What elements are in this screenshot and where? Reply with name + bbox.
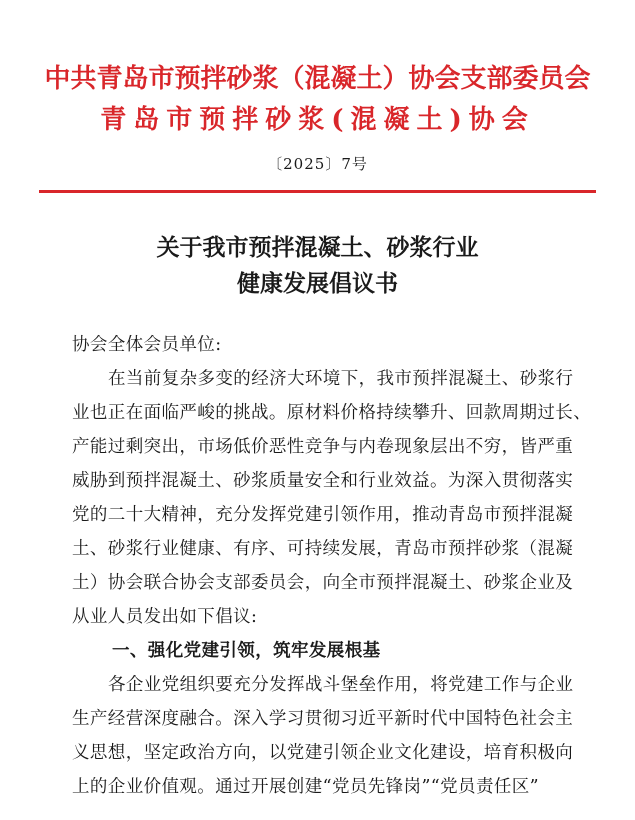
issuer-party-branch: 中共青岛市预拌砂浆（混凝土）协会支部委员会 — [44, 64, 591, 94]
section-heading-1: 一、强化党建引领，筑牢发展根基 — [112, 641, 381, 661]
paragraph-line: 各企业党组织要充分发挥战斗堡垒作用，将党建工作与企业 — [108, 675, 574, 695]
paragraph-line: 党的二十大精神，充分发挥党建引领作用，推动青岛市预拌混凝 — [72, 505, 574, 525]
paragraph-line: 从业人员发出如下倡议: — [72, 607, 258, 627]
paragraph-line: 上的企业价值观。通过开展创建“党员先锋岗”“党员责任区” — [72, 777, 539, 797]
red-divider — [39, 190, 596, 193]
paragraph-line: 义思想，坚定政治方向，以党建引领企业文化建设，培育积极向 — [72, 743, 574, 763]
paragraph-line: 在当前复杂多变的经济大环境下，我市预拌混凝土、砂浆行 — [108, 369, 574, 389]
paragraph-line: 土、砂浆行业健康、有序、可持续发展，青岛市预拌砂浆（混凝 — [72, 539, 574, 559]
salutation: 协会全体会员单位: — [72, 335, 222, 355]
paragraph-line: 威胁到预拌混凝土、砂浆质量安全和行业效益。为深入贯彻落实 — [72, 471, 574, 491]
document-title-line-2: 健康发展倡议书 — [237, 270, 398, 297]
paragraph-line: 业也正在面临严峻的挑战。原材料价格持续攀升、回款周期过长、 — [72, 403, 592, 423]
issuer-association: 青岛市预拌砂浆(混凝土)协会 — [100, 105, 535, 135]
paragraph-line: 生产经营深度融合。深入学习贯彻习近平新时代中国特色社会主 — [72, 709, 574, 729]
paragraph-line: 产能过剩突出，市场低价恶性竞争与内卷现象层出不穷，皆严重 — [72, 437, 574, 457]
paragraph-line: 土）协会联合协会支部委员会，向全市预拌混凝土、砂浆企业及 — [72, 573, 574, 593]
document-title-line-1: 关于我市预拌混凝土、砂浆行业 — [156, 234, 479, 261]
document-number: 〔2025〕7号 — [267, 155, 368, 173]
